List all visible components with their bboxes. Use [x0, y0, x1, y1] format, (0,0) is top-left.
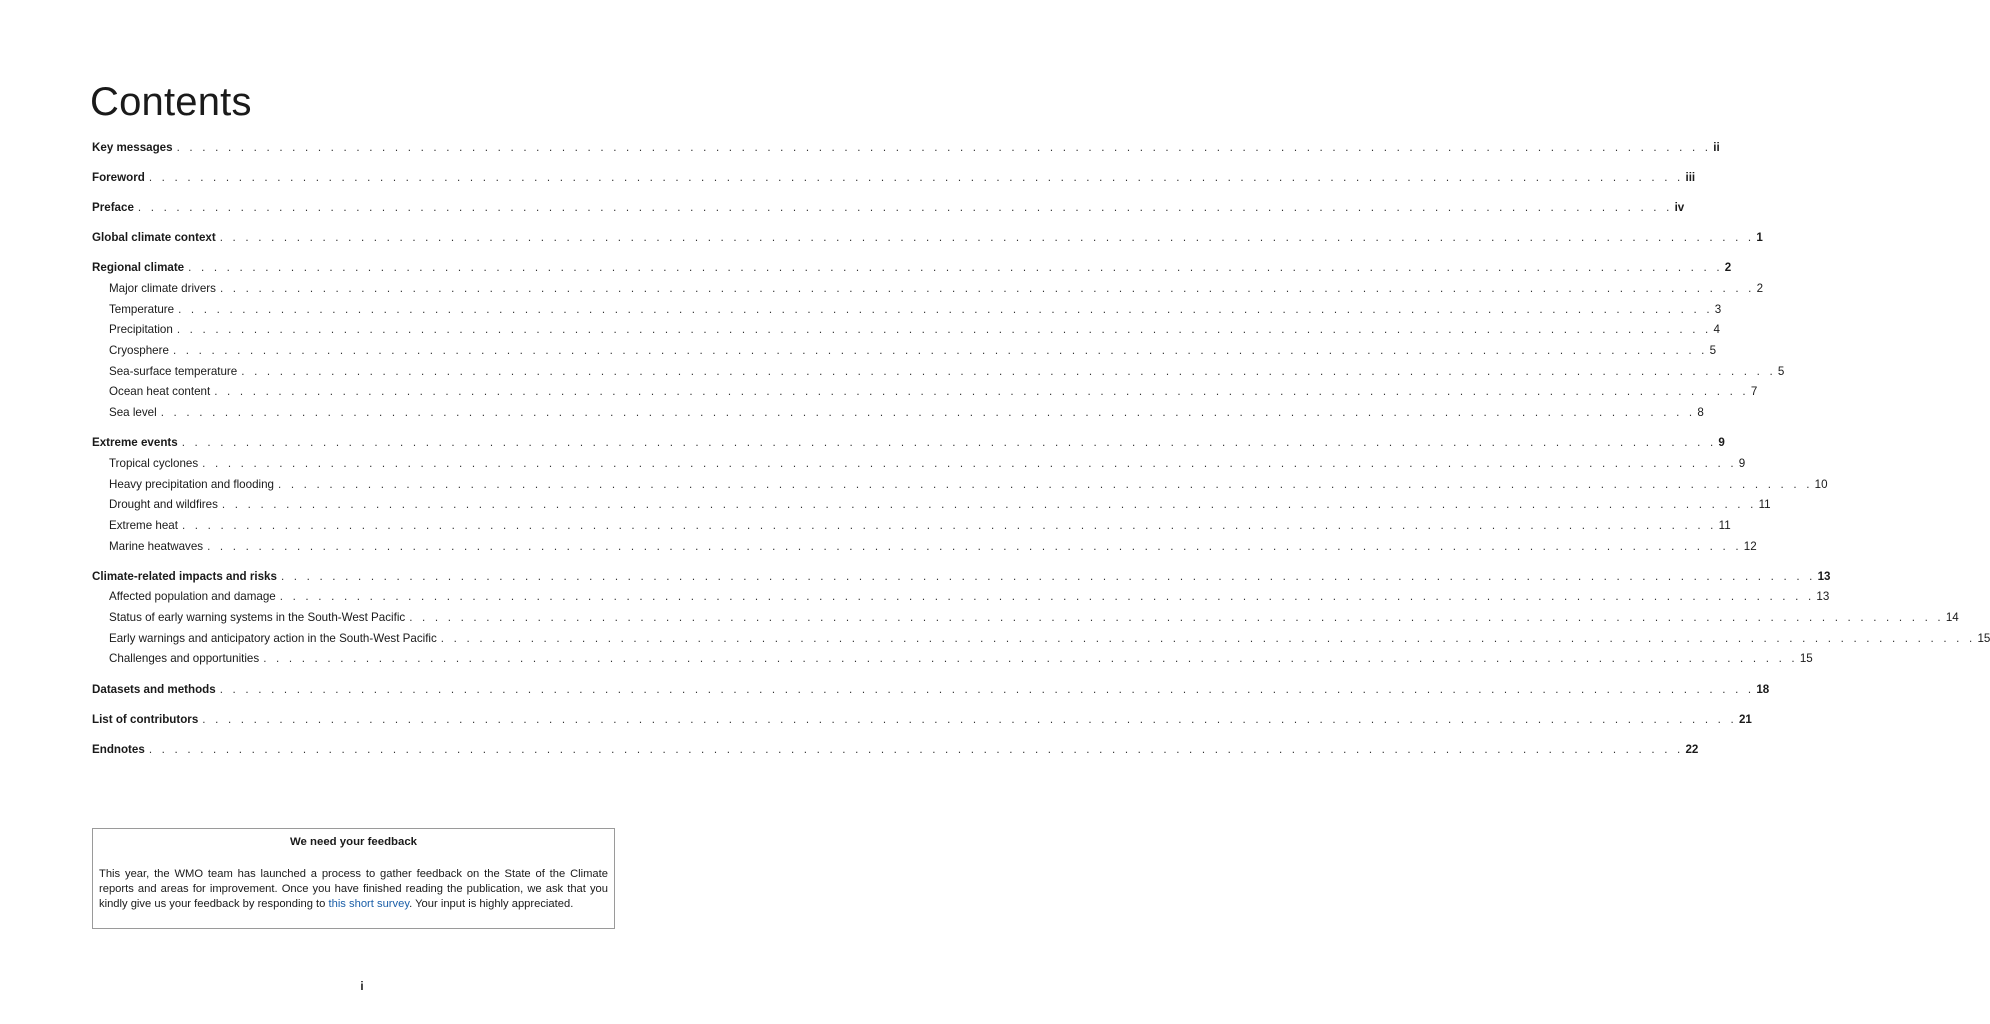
- toc-leader-dots: . . . . . . . . . . . . . . . . . . . . . . . . . . . . . . . . . . . . . . . . . . . . . . . . . . . . . . . . . . . . . . . . . . . . . . . . . . . . . . . . . . . . . . . . . . . . . . . . . . . . . . . . . . . . . . . . . . . . . . . .: [219, 682, 1755, 696]
- toc-entry-page: 9: [1718, 436, 1725, 450]
- toc-subentry[interactable]: [92, 649, 1813, 670]
- toc-subentry[interactable]: [92, 629, 1990, 650]
- toc-entry-label: List of contributors: [92, 712, 199, 726]
- toc-entry-label: Affected population and damage: [109, 590, 276, 604]
- toc-leader-dots: . . . . . . . . . . . . . . . . . . . . . . . . . . . . . . . . . . . . . . . . . . . . . . . . . . . . . . . . . . . . . . . . . . . . . . . . . . . . . . . . . . . . . . . . . . . . . . . . . . . . . . . . . . . . . . . . . . . . . . . .: [176, 141, 1712, 154]
- page-number: i: [360, 980, 364, 993]
- toc-subentry[interactable]: [92, 300, 1722, 321]
- toc-entry-label: Temperature: [109, 302, 175, 316]
- toc-entry[interactable]: [92, 710, 1752, 731]
- toc-entry-page: 15: [1799, 652, 1813, 666]
- toc-gap: [92, 424, 620, 433]
- toc-gap: [92, 219, 620, 228]
- toc-entry-page: 14: [1945, 611, 1959, 625]
- toc-leader-dots: . . . . . . . . . . . . . . . . . . . . . . . . . . . . . . . . . . . . . . . . . . . . . . . . . . . . . . . . . . . . . . . . . . . . . . . . . . . . . . . . . . . . . . . . . . . . . . . . . . . . . . . . . . . . . . . . . . . . . . . .: [160, 406, 1696, 420]
- toc-entry-page: 11: [1758, 498, 1771, 512]
- toc-leader-dots: . . . . . . . . . . . . . . . . . . . . . . . . . . . . . . . . . . . . . . . . . . . . . . . . . . . . . . . . . . . . . . . . . . . . . . . . . . . . . . . . . . . . . . . . . . . . . . . . . . . . . . . . . . . . . . . . . . . . . . . .: [241, 364, 1776, 378]
- toc-entry-page: 3: [1714, 302, 1722, 316]
- toc-entry[interactable]: [92, 138, 1720, 159]
- toc-entry[interactable]: [92, 228, 1763, 249]
- toc-entry-label: Tropical cyclones: [109, 456, 199, 470]
- toc-entry-label: Sea-surface temperature: [109, 364, 238, 378]
- toc-entry-page: 13: [1816, 590, 1830, 604]
- toc-entry-page: 7: [1750, 385, 1758, 399]
- toc-entry-label: Major climate drivers: [109, 282, 216, 295]
- feedback-text-before: This year, the WMO team has launched a process to gather feedback on the State of the Climate reports and areas for improvement. Once you have finished reading the publication, we ask that you kindly give us your feedback by responding to: [99, 868, 608, 910]
- feedback-text-after: . Your input is highly appreciated.: [409, 898, 574, 910]
- toc-entry-label: Precipitation: [109, 323, 173, 337]
- toc-leader-dots: . . . . . . . . . . . . . . . . . . . . . . . . . . . . . . . . . . . . . . . . . . . . . . . . . . . . . . . . . . . . . . . . . . . . . . . . . . . . . . . . . . . . . . . . . . . . . . . . . . . . . . . . . . . . . . . . . . . . . . . .: [181, 518, 1717, 532]
- toc-entry-label: Status of early warning systems in the South-West Pacific: [109, 611, 406, 625]
- toc-entry-page: 5: [1709, 344, 1717, 358]
- page-title: Contents: [90, 80, 252, 124]
- toc-entry-page: iii: [1685, 171, 1696, 185]
- toc-subentry[interactable]: [92, 320, 1720, 341]
- toc-entry-page: 18: [1756, 682, 1770, 696]
- feedback-title: We need your feedback: [289, 836, 418, 848]
- toc-subentry[interactable]: [92, 403, 1704, 424]
- toc-subentry[interactable]: [92, 608, 1959, 629]
- toc-subentry[interactable]: [92, 495, 1771, 516]
- toc-entry-page: 13: [1817, 569, 1831, 583]
- toc-subentry[interactable]: [92, 454, 1746, 475]
- toc-leader-dots: . . . . . . . . . . . . . . . . . . . . . . . . . . . . . . . . . . . . . . . . . . . . . . . . . . . . . . . . . . . . . . . . . . . . . . . . . . . . . . . . . . . . . . . . . . . . . . . . . . . . . . . . . . . . . . . . . . . . . . . .: [202, 712, 1737, 726]
- toc-leader-dots: . . . . . . . . . . . . . . . . . . . . . . . . . . . . . . . . . . . . . . . . . . . . . . . . . . . . . . . . . . . . . . . . . . . . . . . . . . . . . . . . . . . . . . . . . . . . . . . . . . . . . . . . . . . . . . . . . . . . . . . .: [279, 590, 1815, 604]
- toc-entry[interactable]: [92, 168, 1696, 189]
- toc-entry-page: 8: [1697, 406, 1704, 420]
- feedback-box: [92, 828, 615, 929]
- toc-subentry[interactable]: [92, 587, 1830, 608]
- toc-leader-dots: . . . . . . . . . . . . . . . . . . . . . . . . . . . . . . . . . . . . . . . . . . . . . . . . . . . . . . . . . . . . . . . . . . . . . . . . . . . . . . . . . . . . . . . . . . . . . . . . . . . . . . . . . . . . . . . . . . . . . . . .: [202, 456, 1737, 470]
- toc-entry-page: 21: [1738, 712, 1752, 726]
- toc-leader-dots: . . . . . . . . . . . . . . . . . . . . . . . . . . . . . . . . . . . . . . . . . . . . . . . . . . . . . . . . . . . . . . . . . . . . . . . . . . . . . . . . . . . . . . . . . . . . . . . . . . . . . . . . . . . . . . . . . . . . . . . .: [172, 344, 1708, 358]
- toc-leader-dots: . . . . . . . . . . . . . . . . . . . . . . . . . . . . . . . . . . . . . . . . . . . . . . . . . . . . . . . . . . . . . . . . . . . . . . . . . . . . . . . . . . . . . . . . . . . . . . . . . . . . . . . . . . . . . . . . . . . . . . . .: [263, 652, 1798, 666]
- toc-leader-dots: . . . . . . . . . . . . . . . . . . . . . . . . . . . . . . . . . . . . . . . . . . . . . . . . . . . . . . . . . . . . . . . . . . . . . . . . . . . . . . . . . . . . . . . . . . . . . . . . . . . . . . . . . . . . . . . . . . . . . . . .: [181, 436, 1717, 450]
- table-of-contents: [92, 138, 1990, 760]
- toc-leader-dots: . . . . . . . . . . . . . . . . . . . . . . . . . . . . . . . . . . . . . . . . . . . . . . . . . . . . . . . . . . . . . . . . . . . . . . . . . . . . . . . . . . . . . . . . . . . . . . . . . . . . . . . . . . . . . . . . . . . . . . . .: [148, 742, 1684, 756]
- toc-gap: [92, 557, 620, 566]
- toc-entry-page: 10: [1814, 477, 1828, 491]
- toc-entry-label: Drought and wildfires: [109, 498, 218, 512]
- toc-entry-label: Early warnings and anticipatory action in the South-West Pacific: [109, 631, 437, 645]
- toc-entry-page: 1: [1756, 231, 1763, 245]
- toc-subentry[interactable]: [92, 362, 1785, 383]
- toc-entry-page: 5: [1777, 364, 1785, 378]
- toc-entry-label: Sea level: [109, 406, 157, 420]
- toc-subentry[interactable]: [92, 341, 1717, 362]
- toc-entry[interactable]: [92, 433, 1725, 454]
- toc-leader-dots: . . . . . . . . . . . . . . . . . . . . . . . . . . . . . . . . . . . . . . . . . . . . . . . . . . . . . . . . . . . . . . . . . . . . . . . . . . . . . . . . . . . . . . . . . . . . . . . . . . . . . . . . . . . . . . . . . . . . . . . .: [278, 477, 1813, 491]
- toc-leader-dots: . . . . . . . . . . . . . . . . . . . . . . . . . . . . . . . . . . . . . . . . . . . . . . . . . . . . . . . . . . . . . . . . . . . . . . . . . . . . . . . . . . . . . . . . . . . . . . . . . . . . . . . . . . . . . . . . . . . . . . . .: [176, 323, 1712, 337]
- toc-entry-label: Marine heatwaves: [109, 539, 204, 553]
- toc-leader-dots: . . . . . . . . . . . . . . . . . . . . . . . . . . . . . . . . . . . . . . . . . . . . . . . . . . . . . . . . . . . . . . . . . . . . . . . . . . . . . . . . . . . . . . . . . . . . . . . . . . . . . . . . . . . . . . . . . . . . . . . .: [137, 201, 1673, 215]
- toc-entry-page: 15: [1977, 631, 1990, 645]
- toc-entry-label: Foreword: [92, 171, 145, 185]
- toc-entry[interactable]: [92, 258, 1732, 279]
- toc-entry-page: 4: [1713, 323, 1720, 337]
- toc-entry[interactable]: [92, 567, 1831, 588]
- toc-entry-label: Heavy precipitation and flooding: [109, 477, 274, 491]
- toc-entry-label: Regional climate: [92, 261, 185, 275]
- toc-leader-dots: . . . . . . . . . . . . . . . . . . . . . . . . . . . . . . . . . . . . . . . . . . . . . . . . . . . . . . . . . . . . . . . . . . . . . . . . . . . . . . . . . . . . . . . . . . . . . . . . . . . . . . . . . . . . . . . . . . . . . . . .: [188, 261, 1723, 275]
- toc-leader-dots: . . . . . . . . . . . . . . . . . . . . . . . . . . . . . . . . . . . . . . . . . . . . . . . . . . . . . . . . . . . . . . . . . . . . . . . . . . . . . . . . . . . . . . . . . . . . . . . . . . . . . . . . . . . . . . . . . . . . . . . .: [440, 631, 1976, 645]
- toc-entry[interactable]: [92, 680, 1770, 701]
- toc-subentry[interactable]: [92, 516, 1731, 537]
- toc-entry-label: Climate-related impacts and risks: [92, 569, 277, 583]
- toc-entry[interactable]: [92, 740, 1699, 761]
- toc-leader-dots: . . . . . . . . . . . . . . . . . . . . . . . . . . . . . . . . . . . . . . . . . . . . . . . . . . . . . . . . . . . . . . . . . . . . . . . . . . . . . . . . . . . . . . . . . . . . . . . . . . . . . . . . . . . . . . . . . . . . . . . .: [219, 231, 1755, 245]
- toc-entry-label: Cryosphere: [109, 344, 169, 358]
- toc-subentry[interactable]: [92, 279, 1764, 300]
- toc-entry-page: 2: [1756, 282, 1764, 295]
- toc-entry-page: 2: [1724, 261, 1732, 275]
- toc-entry-label: Key messages: [92, 141, 173, 154]
- feedback-text: [99, 867, 608, 912]
- toc-subentry[interactable]: [92, 382, 1758, 403]
- toc-entry-page: 9: [1738, 456, 1746, 470]
- toc-entry[interactable]: [92, 198, 1685, 219]
- toc-gap: [92, 249, 620, 258]
- toc-leader-dots: . . . . . . . . . . . . . . . . . . . . . . . . . . . . . . . . . . . . . . . . . . . . . . . . . . . . . . . . . . . . . . . . . . . . . . . . . . . . . . . . . . . . . . . . . . . . . . . . . . . . . . . . . . . . . . . . . . . . . . . .: [280, 569, 1816, 583]
- toc-gap: [92, 700, 620, 709]
- toc-entry-label: Extreme events: [92, 436, 178, 450]
- toc-leader-dots: . . . . . . . . . . . . . . . . . . . . . . . . . . . . . . . . . . . . . . . . . . . . . . . . . . . . . . . . . . . . . . . . . . . . . . . . . . . . . . . . . . . . . . . . . . . . . . . . . . . . . . . . . . . . . . . . . . . . . . . .: [178, 302, 1713, 316]
- survey-link[interactable]: this short survey: [328, 898, 410, 910]
- toc-entry-page: ii: [1713, 141, 1720, 154]
- toc-gap: [92, 159, 620, 168]
- toc-gap: [92, 189, 620, 198]
- toc-leader-dots: . . . . . . . . . . . . . . . . . . . . . . . . . . . . . . . . . . . . . . . . . . . . . . . . . . . . . . . . . . . . . . . . . . . . . . . . . . . . . . . . . . . . . . . . . . . . . . . . . . . . . . . . . . . . . . . . . . . . . . . .: [409, 611, 1944, 625]
- toc-gap: [92, 670, 620, 679]
- toc-gap: [92, 730, 620, 739]
- toc-entry-page: 22: [1685, 742, 1699, 756]
- toc-entry-label: Ocean heat content: [109, 385, 211, 399]
- toc-entry-page: 11: [1718, 518, 1731, 532]
- toc-leader-dots: . . . . . . . . . . . . . . . . . . . . . . . . . . . . . . . . . . . . . . . . . . . . . . . . . . . . . . . . . . . . . . . . . . . . . . . . . . . . . . . . . . . . . . . . . . . . . . . . . . . . . . . . . . . . . . . . . . . . . . . .: [221, 498, 1757, 512]
- toc-leader-dots: . . . . . . . . . . . . . . . . . . . . . . . . . . . . . . . . . . . . . . . . . . . . . . . . . . . . . . . . . . . . . . . . . . . . . . . . . . . . . . . . . . . . . . . . . . . . . . . . . . . . . . . . . . . . . . . . . . . . . . . .: [148, 171, 1684, 185]
- toc-subentry[interactable]: [92, 475, 1828, 496]
- toc-leader-dots: . . . . . . . . . . . . . . . . . . . . . . . . . . . . . . . . . . . . . . . . . . . . . . . . . . . . . . . . . . . . . . . . . . . . . . . . . . . . . . . . . . . . . . . . . . . . . . . . . . . . . . . . . . . . . . . . . . . . . . . .: [214, 385, 1749, 399]
- toc-entry-page: iv: [1674, 201, 1685, 215]
- toc-entry-page: 12: [1743, 539, 1757, 553]
- toc-entry-label: Datasets and methods: [92, 682, 216, 696]
- toc-entry-label: Extreme heat: [109, 518, 178, 532]
- toc-leader-dots: . . . . . . . . . . . . . . . . . . . . . . . . . . . . . . . . . . . . . . . . . . . . . . . . . . . . . . . . . . . . . . . . . . . . . . . . . . . . . . . . . . . . . . . . . . . . . . . . . . . . . . . . . . . . . . . . . . . . . . . .: [207, 539, 1742, 553]
- toc-subentry[interactable]: [92, 537, 1757, 558]
- toc-leader-dots: . . . . . . . . . . . . . . . . . . . . . . . . . . . . . . . . . . . . . . . . . . . . . . . . . . . . . . . . . . . . . . . . . . . . . . . . . . . . . . . . . . . . . . . . . . . . . . . . . . . . . . . . . . . . . . . . . . . . . . . .: [219, 282, 1755, 295]
- toc-entry-label: Challenges and opportunities: [109, 652, 260, 666]
- toc-entry-label: Endnotes: [92, 742, 145, 756]
- toc-entry-label: Preface: [92, 201, 134, 215]
- toc-entry-label: Global climate context: [92, 231, 216, 245]
